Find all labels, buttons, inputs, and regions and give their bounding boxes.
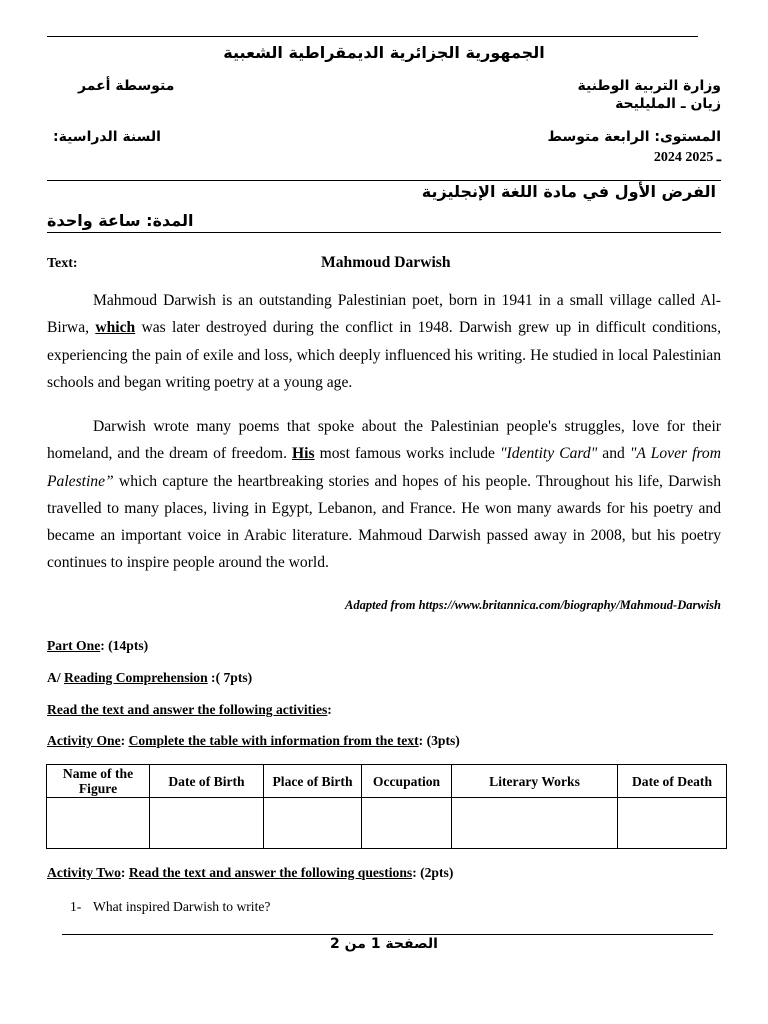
p2-text-after: which capture the heartbreaking stories and hopes of his people. Throughout his life, Darwish travelled to many places, living in Egypt, Lebanon, and France. He won many awards for his poetry and became an important voice in Arabic literature. Mahmoud Darwish passed away in 2008, but his poetry continues to inspire people around the world. <box>47 472 721 572</box>
p2-text-mid: most famous works include <box>314 445 500 463</box>
question-1-text: What inspired Darwish to write? <box>93 899 271 914</box>
p1-text-before: Mahmoud Darwish is an outstanding Palestinian poet, born in 1941 in a small village called Al-Birwa, <box>47 292 721 337</box>
activity-one-heading <box>47 733 460 749</box>
column-header-literary-works: Literary Works <box>452 765 618 798</box>
duration-label: المدة: ساعة واحدة <box>47 211 194 230</box>
p1-text-after: was later destroyed during the conflict in 1948. Darwish grew up in difficult conditions, experiencing the pain of exile and loss, which deeply influenced his writing. He studied in local Palestinian schools and began writing poetry at a young age. <box>47 319 722 391</box>
activities-instruction-colon: : <box>327 702 332 717</box>
p2-text-and: and <box>597 445 630 463</box>
question-1-number: 1- <box>70 899 82 914</box>
p2-work-lover-from-palestine: "A Lover from Palestine” <box>47 445 721 490</box>
activity-one-instruction: Complete the table with information from the text <box>128 733 419 748</box>
activity-one-label: Activity One <box>47 733 121 748</box>
year-range: 2024 ـ 2025 <box>653 150 721 165</box>
table-header-row <box>47 765 727 798</box>
page-number: الصفحة 1 من 2 <box>330 936 438 952</box>
source-citation: Adapted from https://www.britannica.com/biography/Mahmoud-Darwish <box>345 598 721 612</box>
ministry-label: وزارة التربية الوطنية <box>577 78 721 94</box>
activity-two-heading <box>47 865 453 881</box>
school-name: متوسطة أعمر <box>78 78 175 94</box>
answer-cell-date-of-birth[interactable] <box>150 798 264 849</box>
location-label: زيان ـ المليليحة <box>615 96 721 112</box>
section-a-prefix: A/ <box>47 670 64 685</box>
activity-one-points: : (3pts) <box>418 733 460 748</box>
part-one-points: : (14pts) <box>100 638 149 653</box>
p2-his-word: His <box>292 445 315 463</box>
answer-cell-literary-works[interactable] <box>452 798 618 849</box>
header-rule-lower <box>47 232 721 233</box>
activity-one-table <box>46 764 727 849</box>
activities-instruction-text: Read the text and answer the following activities <box>47 702 328 717</box>
exam-title: الفرض الأول في مادة اللغة الإنجليزية <box>421 182 716 201</box>
column-header-date-of-birth: Date of Birth <box>150 765 264 798</box>
answer-cell-date-of-death[interactable] <box>618 798 727 849</box>
activity-two-instruction: Read the text and answer the following questions <box>128 865 413 880</box>
p2-work-identity-card: "Identity Card" <box>500 445 598 463</box>
column-header-place-of-birth: Place of Birth <box>264 765 362 798</box>
section-a-title: Reading Comprehension <box>64 670 208 685</box>
activities-instruction <box>47 702 332 718</box>
level-label: المستوى: الرابعة متوسط <box>547 129 721 145</box>
text-label: Text: <box>47 256 78 271</box>
header-rule-upper <box>47 180 721 181</box>
part-one-heading <box>47 638 148 654</box>
footer-rule <box>62 934 713 935</box>
section-a-heading <box>47 670 252 686</box>
p1-which-word: which <box>95 319 136 337</box>
school-year-label: السنة الدراسية: <box>53 129 161 145</box>
activity-two-label: Activity Two <box>47 865 121 880</box>
activity-one-sep: : <box>120 733 129 748</box>
answer-cell-place-of-birth[interactable] <box>264 798 362 849</box>
republic-heading: الجمهورية الجزائرية الديمقراطية الشعبية <box>223 43 545 62</box>
activity-two-points: : (2pts) <box>412 865 454 880</box>
p2-text-before: Darwish wrote many poems that spoke about the Palestinian people's struggles, love for their homeland, and the dream of freedom. <box>47 418 721 463</box>
table-row <box>47 798 727 849</box>
part-one-title: Part One <box>47 638 101 653</box>
activity-two-sep: : <box>120 865 129 880</box>
paragraph-1 <box>47 287 721 396</box>
text-title: Mahmoud Darwish <box>321 254 451 271</box>
paragraph-2 <box>47 413 721 577</box>
column-header-occupation: Occupation <box>362 765 452 798</box>
section-a-points: :( 7pts) <box>207 670 253 685</box>
column-header-name: Name of the Figure <box>47 765 150 798</box>
answer-cell-name[interactable] <box>47 798 150 849</box>
column-header-date-of-death: Date of Death <box>618 765 727 798</box>
question-1 <box>70 899 270 915</box>
top-rule <box>47 36 698 37</box>
answer-cell-occupation[interactable] <box>362 798 452 849</box>
